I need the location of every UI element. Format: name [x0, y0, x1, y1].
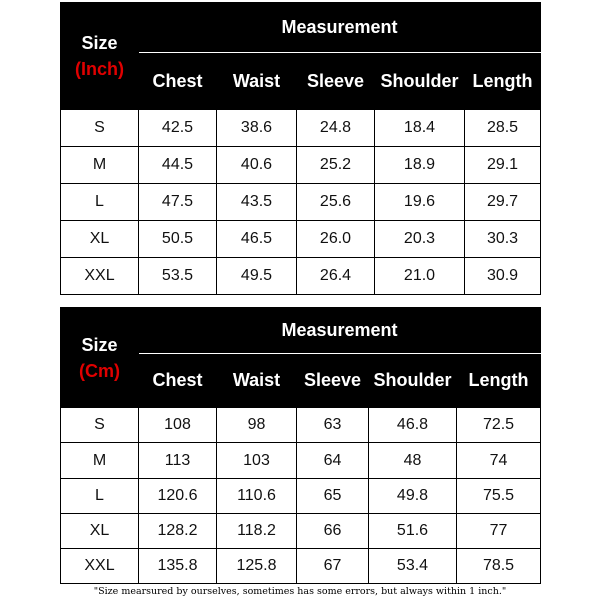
measurement-cell: 30.3 [465, 221, 541, 258]
measurement-cell: 108 [139, 408, 217, 443]
column-header-waist: Waist [217, 354, 297, 408]
measurement-cell: 28.5 [465, 110, 541, 147]
size-cell: M [61, 443, 139, 478]
measurement-cell: 25.2 [297, 147, 375, 184]
measurement-cell: 110.6 [217, 478, 297, 513]
measurement-header: Measurement [139, 308, 541, 354]
measurement-cell: 118.2 [217, 513, 297, 548]
table-row [61, 110, 541, 147]
table-row [61, 443, 541, 478]
table-row [61, 184, 541, 221]
measurement-cell: 48 [369, 443, 457, 478]
measurement-cell: 75.5 [457, 478, 541, 513]
measurement-cell: 29.1 [465, 147, 541, 184]
measurement-cell: 98 [217, 408, 297, 443]
measurement-cell: 125.8 [217, 548, 297, 583]
measurement-cell: 135.8 [139, 548, 217, 583]
measurement-footnote: "Size mearsured by ourselves, sometimes has some errors, but always within 1 inch." [93, 586, 507, 597]
size-cell: XL [61, 513, 139, 548]
measurement-cell: 53.4 [369, 548, 457, 583]
measurement-cell: 20.3 [375, 221, 465, 258]
measurement-cell: 46.8 [369, 408, 457, 443]
measurement-cell: 128.2 [139, 513, 217, 548]
column-header-shoulder: Shoulder [375, 53, 465, 110]
column-header-waist: Waist [217, 53, 297, 110]
measurement-cell: 38.6 [217, 110, 297, 147]
measurement-cell: 43.5 [217, 184, 297, 221]
size-chart-cm [60, 307, 541, 584]
column-header-length: Length [457, 354, 541, 408]
measurement-cell: 42.5 [139, 110, 217, 147]
measurement-cell: 78.5 [457, 548, 541, 583]
measurement-cell: 26.0 [297, 221, 375, 258]
unit-label: (Cm) [79, 360, 120, 381]
measurement-cell: 49.8 [369, 478, 457, 513]
column-header-chest: Chest [139, 354, 217, 408]
measurement-cell: 67 [297, 548, 369, 583]
measurement-header: Measurement [139, 3, 541, 53]
measurement-cell: 29.7 [465, 184, 541, 221]
size-header-cell [61, 308, 139, 408]
size-cell: XL [61, 221, 139, 258]
measurement-cell: 51.6 [369, 513, 457, 548]
measurement-cell: 49.5 [217, 258, 297, 295]
measurement-cell: 40.6 [217, 147, 297, 184]
size-header-cell [61, 3, 139, 110]
unit-label: (Inch) [75, 59, 124, 79]
column-header-sleeve: Sleeve [297, 354, 369, 408]
measurement-cell: 66 [297, 513, 369, 548]
column-header-sleeve: Sleeve [297, 53, 375, 110]
column-header-shoulder: Shoulder [369, 354, 457, 408]
measurement-cell: 25.6 [297, 184, 375, 221]
measurement-cell: 72.5 [457, 408, 541, 443]
size-cell: L [61, 478, 139, 513]
size-cell: XXL [61, 258, 139, 295]
measurement-cell: 18.4 [375, 110, 465, 147]
size-cell: XXL [61, 548, 139, 583]
measurement-cell: 18.9 [375, 147, 465, 184]
table-row [61, 258, 541, 295]
measurement-cell: 113 [139, 443, 217, 478]
measurement-cell: 63 [297, 408, 369, 443]
size-cell: S [61, 408, 139, 443]
measurement-cell: 53.5 [139, 258, 217, 295]
table-row [61, 548, 541, 583]
measurement-cell: 30.9 [465, 258, 541, 295]
measurement-cell: 26.4 [297, 258, 375, 295]
size-chart-inch [60, 2, 541, 295]
table-row [61, 221, 541, 258]
measurement-cell: 103 [217, 443, 297, 478]
table-row [61, 408, 541, 443]
table-row [61, 147, 541, 184]
measurement-cell: 65 [297, 478, 369, 513]
size-header-label: Size [81, 334, 118, 355]
size-header-label: Size [81, 33, 118, 53]
size-cell: M [61, 147, 139, 184]
size-cell: L [61, 184, 139, 221]
size-cell: S [61, 110, 139, 147]
measurement-cell: 21.0 [375, 258, 465, 295]
measurement-cell: 74 [457, 443, 541, 478]
measurement-cell: 120.6 [139, 478, 217, 513]
measurement-cell: 77 [457, 513, 541, 548]
column-header-chest: Chest [139, 53, 217, 110]
measurement-cell: 24.8 [297, 110, 375, 147]
measurement-cell: 47.5 [139, 184, 217, 221]
measurement-cell: 44.5 [139, 147, 217, 184]
measurement-cell: 50.5 [139, 221, 217, 258]
table-row [61, 513, 541, 548]
measurement-cell: 46.5 [217, 221, 297, 258]
column-header-length: Length [465, 53, 541, 110]
measurement-cell: 19.6 [375, 184, 465, 221]
table-row [61, 478, 541, 513]
measurement-cell: 64 [297, 443, 369, 478]
